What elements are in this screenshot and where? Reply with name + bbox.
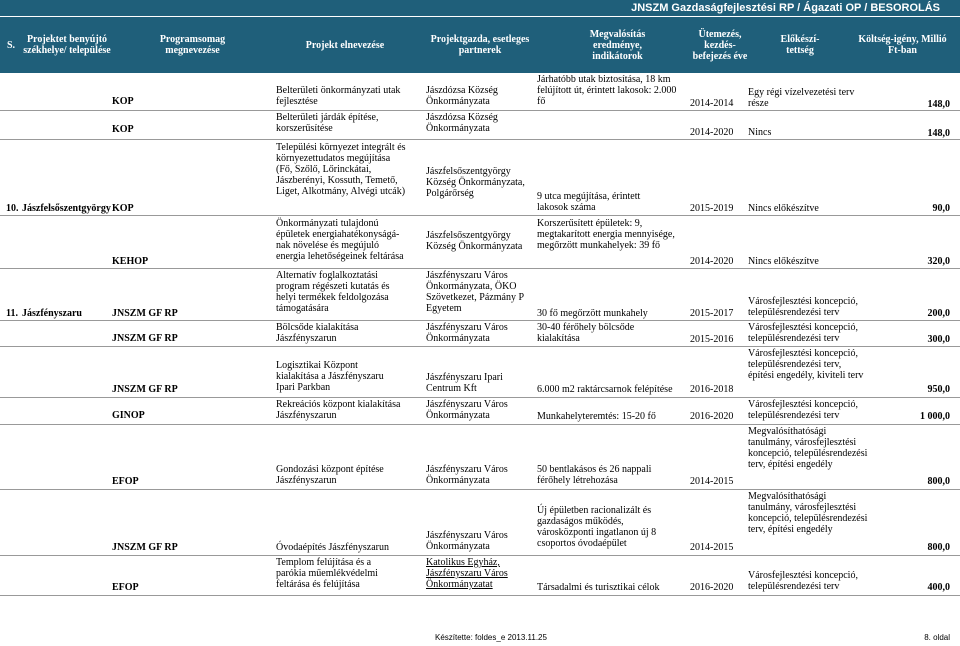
- row-program: EFOP: [112, 582, 139, 593]
- row-preparation: Városfejlesztési koncepció, településrendezési terv: [748, 570, 858, 592]
- row-divider: [0, 424, 960, 425]
- row-cost: 950,0: [927, 384, 950, 395]
- row-result: 50 bentlakásos és 26 nappali férőhely létrehozása: [537, 464, 652, 486]
- row-year: 2015-2016: [690, 334, 734, 345]
- row-cost: 320,0: [927, 256, 950, 267]
- row-result: Korszerűsített épületek: 9, megtakarított energia mennyisége, megőrzött munkahelyek: 39 fő: [537, 218, 675, 251]
- row-cost: 1 000,0: [920, 411, 950, 422]
- row-owner: Jászfényszaru Város Önkormányzata: [426, 399, 508, 421]
- header-koltseg: Költség-igény, Millió Ft-ban: [858, 34, 947, 56]
- row-settlement: Jászfelsőszentgyörgy: [22, 203, 111, 214]
- row-result: 6.000 m2 raktárcsarnok felépítése: [537, 384, 673, 395]
- row-year: 2014-2014: [690, 98, 734, 109]
- row-program: KOP: [112, 96, 134, 107]
- row-year: 2016-2018: [690, 384, 734, 395]
- row-cost: 148,0: [927, 99, 950, 110]
- row-preparation: Nincs előkészítve: [748, 256, 819, 267]
- row-result: 30-40 férőhely bölcsőde kialakítása: [537, 322, 635, 344]
- row-owner: Jászfényszaru Város Önkormányzata: [426, 530, 508, 552]
- row-owner: Jászfényszaru Város Önkormányzata, ÖKO Szövetkezet, Pázmány P Egyetem: [426, 270, 524, 314]
- row-divider: [0, 110, 960, 111]
- row-owner: Jászdózsa Község Önkormányzata: [426, 112, 498, 134]
- row-program: JNSZM GF RP: [112, 333, 178, 344]
- row-result: Új épületben racionalizált és gazdaságos működés, városközponti ingatlanon új 8 csoportos óvodaépület: [537, 505, 657, 549]
- header-megvalositas: Megvalósítás eredménye, indikátorok: [589, 28, 646, 62]
- row-result: Járhatóbb utak biztosítása, 18 km felújított út, érintett lakosok: 2.000 fő: [537, 74, 677, 107]
- row-cost: 148,0: [927, 128, 950, 139]
- header-program: Programsomag megnevezése: [159, 34, 226, 56]
- row-number: 11.: [6, 308, 18, 319]
- row-divider: [0, 555, 960, 556]
- header-elokeszitettseg: Előkészí-tettség: [780, 34, 820, 56]
- row-owner: Katolikus Egyház, Jászfényszaru Város Önkormányzatat: [426, 557, 508, 590]
- row-owner: Jászfényszaru Város Önkormányzata: [426, 464, 508, 486]
- row-year: 2016-2020: [690, 582, 734, 593]
- row-number: 10.: [6, 203, 19, 214]
- row-year: 2015-2019: [690, 203, 734, 214]
- row-divider: [0, 139, 960, 140]
- row-divider: [0, 320, 960, 321]
- row-result: 30 fő megőrzött munkahely: [537, 308, 648, 319]
- row-project-name: Alternatív foglalkoztatási program régészeti kutatás és helyi termékek feldolgozása támogatására: [276, 270, 390, 314]
- row-program: JNSZM GF RP: [112, 542, 178, 553]
- row-owner: Jászfelsőszentgyörgy Község Önkormányzata, Polgárőrség: [426, 166, 525, 199]
- row-year: 2016-2020: [690, 411, 734, 422]
- row-preparation: Megvalósíthatósági tanulmány, városfejlesztési koncepció, településrendezési terv, építési engedély: [748, 491, 868, 535]
- row-owner: Jászfényszaru Város Önkormányzata: [426, 322, 508, 344]
- header-elnevezes: Projekt elnevezése: [305, 39, 385, 51]
- row-program: KOP: [112, 124, 134, 135]
- header-projektgazda: Projektgazda, esetleges partnerek: [430, 34, 530, 56]
- row-result: Társadalmi és turisztikai célok: [537, 582, 660, 593]
- row-divider: [0, 215, 960, 216]
- row-result: Munkahelyteremtés: 15-20 fő: [537, 411, 656, 422]
- table-header: [0, 17, 960, 73]
- row-project-name: Belterületi járdák építése, korszerűsítése: [276, 112, 379, 134]
- row-project-name: Templom felújítása és a parókia műemlékvédelmi feltárása és felújítása: [276, 557, 378, 590]
- row-cost: 800,0: [927, 542, 950, 553]
- row-preparation: Városfejlesztési koncepció, településrendezési terv, építési engedély, kiviteli terv: [748, 348, 864, 381]
- row-owner: Jászfelsőszentgyörgy Község Önkormányzata: [426, 230, 523, 252]
- row-project-name: Óvodaépítés Jászfényszarun: [276, 542, 390, 553]
- row-program: KEHOP: [112, 256, 149, 267]
- row-project-name: Belterületi önkormányzati utak fejlesztése: [276, 85, 401, 107]
- row-preparation: Nincs előkészítve: [748, 203, 819, 214]
- document-header-bar: [0, 0, 960, 16]
- document-header-title: JNSZM Gazdaságfejlesztési RP / Ágazati OP / BESOROLÁS: [631, 2, 940, 14]
- row-project-name: Települési környezet integrált és környezettudatos megújítása (Fő, Szőlő, Lőrinckátai, Jászberényi, Kossuth, Temető, Liget, Alkotmány, Alvégi utcák): [276, 142, 406, 197]
- row-project-name: Logisztikai Központ kialakítása a Jászfényszaru Ipari Parkban: [276, 360, 384, 393]
- row-divider: [0, 489, 960, 490]
- row-divider: [0, 346, 960, 347]
- row-cost: 90,0: [932, 203, 950, 214]
- row-preparation: Megvalósíthatósági tanulmány, városfejlesztési koncepció, településrendezési terv, építési engedély: [748, 426, 868, 470]
- row-year: 2014-2015: [690, 476, 734, 487]
- row-project-name: Bölcsőde kialakítása Jászfényszarun: [276, 322, 359, 344]
- row-owner: Jászdózsa Község Önkormányzata: [426, 85, 498, 107]
- row-program: JNSZM GF RP: [112, 384, 178, 395]
- row-cost: 800,0: [927, 476, 950, 487]
- row-year: 2015-2017: [690, 308, 734, 319]
- row-settlement: Jászfényszaru: [22, 308, 82, 319]
- row-preparation: Egy régi vízelvezetési terv része: [748, 87, 855, 109]
- row-year: 2014-2015: [690, 542, 734, 553]
- row-program: JNSZM GF RP: [112, 308, 178, 319]
- header-utemezes: Ütemezés, kezdés-befejezés éve: [692, 28, 748, 62]
- header-s: S.: [6, 39, 16, 51]
- row-project-name: Önkormányzati tulajdonú épületek energiahatékonyságá-nak növelése és megújuló energia lehetőségeinek feltárása: [276, 218, 404, 262]
- row-program: EFOP: [112, 476, 139, 487]
- row-cost: 200,0: [927, 308, 950, 319]
- row-divider: [0, 268, 960, 269]
- row-cost: 300,0: [927, 334, 950, 345]
- row-divider: [0, 397, 960, 398]
- row-year: 2014-2020: [690, 256, 734, 267]
- row-divider: [0, 595, 960, 596]
- row-project-name: Gondozási központ építése Jászfényszarun: [276, 464, 384, 486]
- row-program: KOP: [112, 203, 134, 214]
- row-preparation: Városfejlesztési koncepció, településrendezési terv: [748, 322, 858, 344]
- row-project-name: Rekreációs központ kialakítása Jászfényszarun: [276, 399, 401, 421]
- row-result: 9 utca megújítása, érintett lakosok száma: [537, 191, 641, 213]
- row-cost: 400,0: [927, 582, 950, 593]
- row-year: 2014-2020: [690, 127, 734, 138]
- header-benyujto: Projektet benyújtó székhelye/ települése: [23, 34, 111, 56]
- row-preparation: Városfejlesztési koncepció, településrendezési terv: [748, 296, 858, 318]
- row-preparation: Városfejlesztési koncepció, településrendezési terv: [748, 399, 858, 421]
- row-preparation: Nincs: [748, 127, 772, 138]
- row-program: GINOP: [112, 410, 145, 421]
- footer-author: Készítette: foldes_e 2013.11.25: [435, 633, 547, 642]
- row-owner: Jászfényszaru Ipari Centrum Kft: [426, 372, 503, 394]
- footer-page-number: 8. oldal: [924, 633, 950, 642]
